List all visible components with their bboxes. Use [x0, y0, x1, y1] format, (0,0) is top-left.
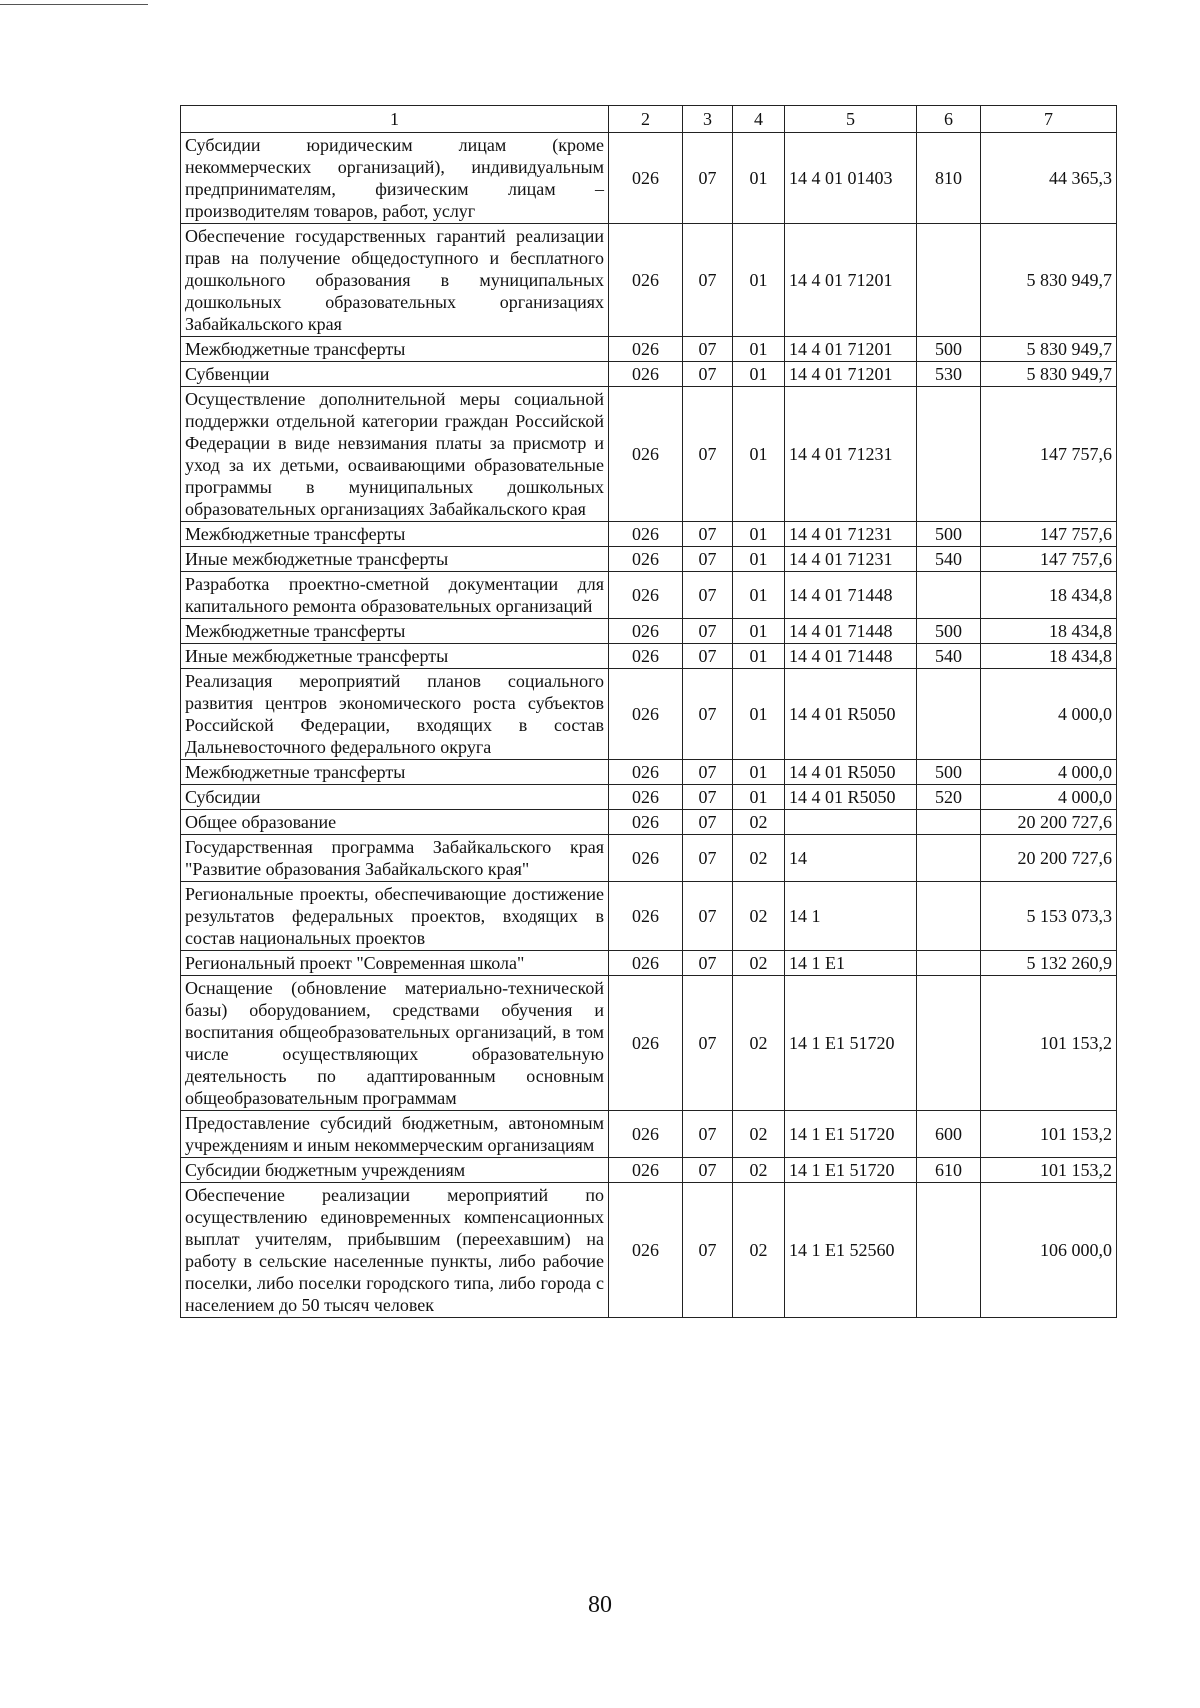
row-name-cell: Межбюджетные трансферты	[181, 760, 609, 785]
table-row	[181, 835, 1117, 882]
header-cell: 7	[981, 106, 1117, 133]
header-cell: 6	[917, 106, 981, 133]
row-code-6-cell: 610	[917, 1158, 981, 1183]
row-code-3-cell: 07	[683, 1183, 733, 1318]
row-amount-cell: 147 757,6	[981, 522, 1117, 547]
table-row	[181, 522, 1117, 547]
row-code-5-cell: 14 4 01 R5050	[785, 669, 917, 760]
row-amount-cell: 5 830 949,7	[981, 337, 1117, 362]
row-code-2-cell: 026	[609, 387, 683, 522]
row-name-cell: Обеспечение государственных гарантий реализации прав на получение общедоступного и бесплатного дошкольного образования в муниципальных дошкольных образовательных организациях Забайкальского края	[181, 224, 609, 337]
row-code-2-cell: 026	[609, 882, 683, 951]
row-amount-cell: 18 434,8	[981, 572, 1117, 619]
row-name-cell: Субсидии юридическим лицам (кроме некоммерческих организаций), индивидуальным предпринимателям, физическим лицам – производителям товаров, работ, услуг	[181, 133, 609, 224]
header-cell: 3	[683, 106, 733, 133]
row-code-6-cell: 540	[917, 644, 981, 669]
row-code-2-cell: 026	[609, 785, 683, 810]
row-code-4-cell: 01	[733, 387, 785, 522]
row-code-2-cell: 026	[609, 835, 683, 882]
table-row	[181, 337, 1117, 362]
table-row	[181, 619, 1117, 644]
row-name-cell: Государственная программа Забайкальского края "Развитие образования Забайкальского края"	[181, 835, 609, 882]
row-name-cell: Субсидии	[181, 785, 609, 810]
table-row	[181, 1111, 1117, 1158]
row-code-2-cell: 026	[609, 1111, 683, 1158]
row-code-2-cell: 026	[609, 810, 683, 835]
row-code-6-cell	[917, 224, 981, 337]
row-code-6-cell: 530	[917, 362, 981, 387]
row-code-5-cell: 14 1 E1 51720	[785, 1111, 917, 1158]
row-code-3-cell: 07	[683, 224, 733, 337]
table-row	[181, 976, 1117, 1111]
row-code-2-cell: 026	[609, 1158, 683, 1183]
row-code-6-cell	[917, 882, 981, 951]
table-row	[181, 1158, 1117, 1183]
row-code-5-cell: 14 1 E1 51720	[785, 976, 917, 1111]
row-code-2-cell: 026	[609, 951, 683, 976]
row-name-cell: Разработка проектно-сметной документации для капитального ремонта образовательных организаций	[181, 572, 609, 619]
row-code-3-cell: 07	[683, 760, 733, 785]
row-code-2-cell: 026	[609, 337, 683, 362]
row-name-cell: Региональные проекты, обеспечивающие достижение результатов федеральных проектов, входящих в состав национальных проектов	[181, 882, 609, 951]
row-code-4-cell: 01	[733, 522, 785, 547]
row-code-5-cell: 14 1 E1 52560	[785, 1183, 917, 1318]
row-name-cell: Реализация мероприятий планов социального развития центров экономического роста субъектов Российской Федерации, входящих в состав Дальневосточного федерального округа	[181, 669, 609, 760]
row-code-3-cell: 07	[683, 835, 733, 882]
row-amount-cell: 4 000,0	[981, 669, 1117, 760]
row-code-4-cell: 01	[733, 547, 785, 572]
row-code-6-cell: 810	[917, 133, 981, 224]
page-number: 80	[588, 1592, 612, 1618]
row-code-6-cell	[917, 951, 981, 976]
row-code-6-cell: 600	[917, 1111, 981, 1158]
table-row	[181, 951, 1117, 976]
row-code-3-cell: 07	[683, 547, 733, 572]
row-name-cell: Осуществление дополнительной меры социальной поддержки отдельной категории граждан Российской Федерации в виде невзимания платы за присмотр и уход за их детьми, осваивающими образовательные программы в муниципальных дошкольных образовательных организациях Забайкальского края	[181, 387, 609, 522]
row-code-6-cell	[917, 387, 981, 522]
row-code-4-cell: 01	[733, 619, 785, 644]
row-code-2-cell: 026	[609, 760, 683, 785]
row-code-5-cell: 14	[785, 835, 917, 882]
row-name-cell: Иные межбюджетные трансферты	[181, 644, 609, 669]
row-code-5-cell: 14 1 E1	[785, 951, 917, 976]
row-code-3-cell: 07	[683, 810, 733, 835]
row-code-5-cell	[785, 810, 917, 835]
row-amount-cell: 101 153,2	[981, 1158, 1117, 1183]
row-code-2-cell: 026	[609, 547, 683, 572]
table-row	[181, 547, 1117, 572]
row-code-6-cell: 500	[917, 337, 981, 362]
row-code-2-cell: 026	[609, 1183, 683, 1318]
row-code-3-cell: 07	[683, 882, 733, 951]
row-amount-cell: 18 434,8	[981, 644, 1117, 669]
row-code-4-cell: 01	[733, 644, 785, 669]
row-code-2-cell: 026	[609, 224, 683, 337]
table-row	[181, 882, 1117, 951]
row-code-6-cell: 520	[917, 785, 981, 810]
row-code-5-cell: 14 4 01 71448	[785, 572, 917, 619]
row-code-4-cell: 02	[733, 810, 785, 835]
row-name-cell: Субвенции	[181, 362, 609, 387]
row-code-5-cell: 14 4 01 71231	[785, 522, 917, 547]
row-code-2-cell: 026	[609, 522, 683, 547]
row-code-4-cell: 01	[733, 785, 785, 810]
table-row	[181, 387, 1117, 522]
table-row	[181, 760, 1117, 785]
row-code-6-cell	[917, 835, 981, 882]
row-code-4-cell: 02	[733, 1111, 785, 1158]
row-amount-cell: 106 000,0	[981, 1183, 1117, 1318]
row-amount-cell: 44 365,3	[981, 133, 1117, 224]
row-code-3-cell: 07	[683, 387, 733, 522]
row-code-4-cell: 01	[733, 133, 785, 224]
row-code-5-cell: 14 1 E1 51720	[785, 1158, 917, 1183]
row-code-3-cell: 07	[683, 337, 733, 362]
row-name-cell: Оснащение (обновление материально-технической базы) оборудованием, средствами обучения и воспитания общеобразовательных организаций, в том числе осуществляющих образовательную деятельность по адаптированным основным общеобразовательным программам	[181, 976, 609, 1111]
row-code-5-cell: 14 4 01 71448	[785, 619, 917, 644]
header-cell: 4	[733, 106, 785, 133]
row-code-3-cell: 07	[683, 572, 733, 619]
row-name-cell: Межбюджетные трансферты	[181, 522, 609, 547]
table-row	[181, 1183, 1117, 1318]
table-header-row	[181, 106, 1117, 133]
row-code-6-cell: 500	[917, 619, 981, 644]
row-amount-cell: 5 153 073,3	[981, 882, 1117, 951]
row-code-5-cell: 14 4 01 71201	[785, 337, 917, 362]
row-name-cell: Субсидии бюджетным учреждениям	[181, 1158, 609, 1183]
row-code-3-cell: 07	[683, 1111, 733, 1158]
row-code-4-cell: 01	[733, 669, 785, 760]
row-code-2-cell: 026	[609, 644, 683, 669]
row-amount-cell: 101 153,2	[981, 1111, 1117, 1158]
row-amount-cell: 4 000,0	[981, 785, 1117, 810]
row-amount-cell: 5 830 949,7	[981, 362, 1117, 387]
row-amount-cell: 20 200 727,6	[981, 810, 1117, 835]
table-row	[181, 644, 1117, 669]
table-row	[181, 572, 1117, 619]
scan-edge-line	[0, 4, 148, 5]
row-code-2-cell: 026	[609, 572, 683, 619]
row-code-5-cell: 14 4 01 71231	[785, 547, 917, 572]
row-name-cell: Межбюджетные трансферты	[181, 619, 609, 644]
row-code-6-cell: 500	[917, 760, 981, 785]
row-code-2-cell: 026	[609, 619, 683, 644]
table-row	[181, 362, 1117, 387]
budget-table	[180, 105, 1117, 1318]
row-amount-cell: 5 830 949,7	[981, 224, 1117, 337]
row-code-3-cell: 07	[683, 669, 733, 760]
row-code-5-cell: 14 4 01 71231	[785, 387, 917, 522]
row-code-3-cell: 07	[683, 785, 733, 810]
row-code-4-cell: 01	[733, 337, 785, 362]
row-code-2-cell: 026	[609, 976, 683, 1111]
header-cell: 5	[785, 106, 917, 133]
row-code-5-cell: 14 4 01 01403	[785, 133, 917, 224]
row-code-4-cell: 02	[733, 951, 785, 976]
table-body	[181, 133, 1117, 1318]
row-amount-cell: 4 000,0	[981, 760, 1117, 785]
row-code-4-cell: 01	[733, 224, 785, 337]
row-code-4-cell: 02	[733, 1158, 785, 1183]
table-row	[181, 810, 1117, 835]
row-name-cell: Межбюджетные трансферты	[181, 337, 609, 362]
row-code-2-cell: 026	[609, 133, 683, 224]
row-name-cell: Предоставление субсидий бюджетным, автономным учреждениям и иным некоммерческим организациям	[181, 1111, 609, 1158]
row-name-cell: Общее образование	[181, 810, 609, 835]
row-amount-cell: 20 200 727,6	[981, 835, 1117, 882]
row-amount-cell: 147 757,6	[981, 387, 1117, 522]
row-name-cell: Обеспечение реализации мероприятий по осуществлению единовременных компенсационных выплат учителям, прибывшим (переехавшим) на работу в сельские населенные пункты, либо рабочие поселки, либо поселки городского типа, либо города с населением до 50 тысяч человек	[181, 1183, 609, 1318]
row-code-3-cell: 07	[683, 644, 733, 669]
row-code-6-cell	[917, 976, 981, 1111]
row-amount-cell: 18 434,8	[981, 619, 1117, 644]
row-code-5-cell: 14 4 01 R5050	[785, 760, 917, 785]
table-row	[181, 785, 1117, 810]
row-code-4-cell: 02	[733, 882, 785, 951]
row-name-cell: Иные межбюджетные трансферты	[181, 547, 609, 572]
row-code-4-cell: 01	[733, 760, 785, 785]
row-code-5-cell: 14 1	[785, 882, 917, 951]
row-code-6-cell	[917, 810, 981, 835]
table-row	[181, 669, 1117, 760]
row-code-3-cell: 07	[683, 976, 733, 1111]
row-amount-cell: 147 757,6	[981, 547, 1117, 572]
row-code-2-cell: 026	[609, 362, 683, 387]
row-amount-cell: 101 153,2	[981, 976, 1117, 1111]
row-code-4-cell: 02	[733, 1183, 785, 1318]
row-code-3-cell: 07	[683, 522, 733, 547]
table-row	[181, 133, 1117, 224]
row-code-5-cell: 14 4 01 71201	[785, 224, 917, 337]
row-code-6-cell	[917, 1183, 981, 1318]
row-code-6-cell: 540	[917, 547, 981, 572]
row-code-3-cell: 07	[683, 951, 733, 976]
row-code-5-cell: 14 4 01 71448	[785, 644, 917, 669]
row-code-5-cell: 14 4 01 R5050	[785, 785, 917, 810]
row-code-4-cell: 02	[733, 835, 785, 882]
row-code-3-cell: 07	[683, 133, 733, 224]
row-amount-cell: 5 132 260,9	[981, 951, 1117, 976]
row-code-4-cell: 02	[733, 976, 785, 1111]
header-cell: 1	[181, 106, 609, 133]
row-code-3-cell: 07	[683, 1158, 733, 1183]
row-code-4-cell: 01	[733, 572, 785, 619]
row-name-cell: Региональный проект "Современная школа"	[181, 951, 609, 976]
header-cell: 2	[609, 106, 683, 133]
row-code-3-cell: 07	[683, 619, 733, 644]
row-code-6-cell	[917, 572, 981, 619]
row-code-6-cell	[917, 669, 981, 760]
row-code-2-cell: 026	[609, 669, 683, 760]
row-code-3-cell: 07	[683, 362, 733, 387]
row-code-6-cell: 500	[917, 522, 981, 547]
table-row	[181, 224, 1117, 337]
row-code-4-cell: 01	[733, 362, 785, 387]
row-code-5-cell: 14 4 01 71201	[785, 362, 917, 387]
